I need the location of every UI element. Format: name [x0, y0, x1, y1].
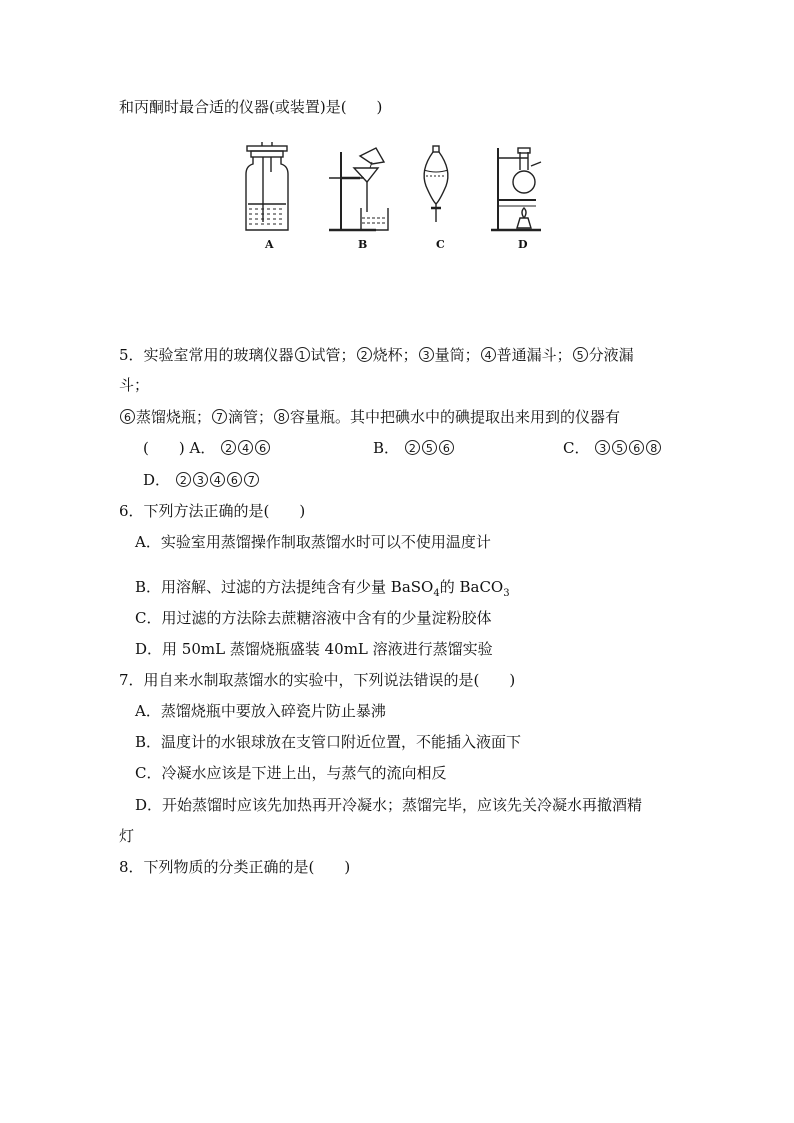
q6-option-c: C．用过滤的方法除去蔗糖溶液中含有的少量淀粉胶体 — [135, 609, 492, 627]
circled-number: 6 — [439, 440, 454, 455]
circled-number: 6 — [255, 440, 270, 455]
instrument-name: 烧杯； — [372, 346, 418, 364]
q7-option-d-line1: D．开始蒸馏时应该先加热再开冷凝水；蒸馏完毕，应该先关冷凝水再撤酒精 — [135, 796, 643, 814]
circled-number: 4 — [481, 347, 496, 362]
circled-number: 5 — [612, 440, 627, 455]
instrument-name: 量筒； — [434, 346, 480, 364]
apparatus-d-distillation — [491, 148, 541, 230]
circled-number: 8 — [274, 409, 289, 424]
circled-number: 2 — [221, 440, 236, 455]
q6-stem: 6．下列方法正确的是( ) — [119, 502, 306, 520]
q5-intro: 5．实验室常用的玻璃仪器 — [119, 346, 294, 364]
instrument-name: 蒸馏烧瓶； — [136, 408, 212, 426]
q5-option-c — [563, 438, 662, 458]
q5-paren: ( ) — [143, 439, 185, 457]
circled-number: 5 — [573, 347, 588, 362]
instrument-name: 试管； — [310, 346, 356, 364]
q6-option-b — [135, 577, 510, 604]
option-b-label: B． — [373, 439, 400, 457]
apparatus-figure — [236, 142, 546, 254]
circled-number: 7 — [212, 409, 227, 424]
subscript: 3 — [503, 588, 510, 599]
circled-number: 6 — [227, 472, 242, 487]
subscript: 4 — [433, 588, 440, 599]
q6-option-a: A．实验室用蒸馏操作制取蒸馏水时可以不使用温度计 — [135, 533, 491, 551]
figure-label-b: B — [358, 238, 368, 251]
q5-options-line — [143, 438, 271, 458]
circled-number: 2 — [405, 440, 420, 455]
q5-line2: 斗； — [119, 376, 150, 394]
circled-number: 2 — [176, 472, 191, 487]
figure-label-d: D — [518, 238, 528, 251]
q6-option-d: D．用 50mL 蒸馏烧瓶盛装 40mL 溶液进行蒸馏实验 — [135, 640, 493, 658]
apparatus-drawing — [236, 142, 546, 238]
apparatus-b-filtration — [329, 148, 388, 230]
figure-label-c: C — [436, 238, 445, 251]
q7-option-c: C．冷凝水应该是下进上出，与蒸气的流向相反 — [135, 764, 447, 782]
circled-number: 2 — [357, 347, 372, 362]
q5-line3 — [119, 407, 620, 427]
q6-b-text: 的 BaCO — [439, 578, 504, 596]
circled-number: 7 — [244, 472, 259, 487]
option-c-label: C． — [563, 439, 590, 457]
q8-stem: 8．下列物质的分类正确的是( ) — [119, 858, 351, 876]
circled-number: 4 — [210, 472, 225, 487]
instrument-name: 滴管； — [228, 408, 274, 426]
q5-option-d — [143, 470, 260, 490]
circled-number: 6 — [120, 409, 135, 424]
q6-b-text: B．用溶解、过滤的方法提纯含有少量 BaSO — [135, 578, 434, 596]
q7-option-a: A．蒸馏烧瓶中要放入碎瓷片防止暴沸 — [135, 702, 386, 720]
circled-number: 3 — [419, 347, 434, 362]
circled-number: 3 — [595, 440, 610, 455]
circled-number: 1 — [295, 347, 310, 362]
q4-tail-text: 和丙酮时最合适的仪器(或装置)是( ) — [119, 98, 383, 116]
circled-number: 8 — [646, 440, 661, 455]
option-d-label: D． — [143, 471, 171, 489]
circled-number: 4 — [238, 440, 253, 455]
instrument-name: 普通漏斗； — [496, 346, 572, 364]
circled-number: 3 — [193, 472, 208, 487]
q5-option-b — [373, 438, 455, 458]
q7-stem: 7．用自来水制取蒸馏水的实验中，下列说法错误的是( ) — [119, 671, 516, 689]
option-a-label: A． — [189, 439, 216, 457]
circled-number: 5 — [422, 440, 437, 455]
q7-option-b: B．温度计的水银球放在支管口附近位置，不能插入液面下 — [135, 733, 522, 751]
q7-option-d-line2: 灯 — [119, 827, 135, 845]
circled-number: 6 — [629, 440, 644, 455]
apparatus-c-sep-funnel — [424, 146, 448, 222]
instrument-name: 容量瓶。其中把碘水中的碘提取出来用到的仪器有 — [290, 408, 621, 426]
q5-line1 — [119, 345, 634, 365]
instrument-name: 分液漏 — [588, 346, 634, 364]
figure-label-a: A — [265, 238, 274, 251]
apparatus-a-bottle — [244, 142, 290, 230]
